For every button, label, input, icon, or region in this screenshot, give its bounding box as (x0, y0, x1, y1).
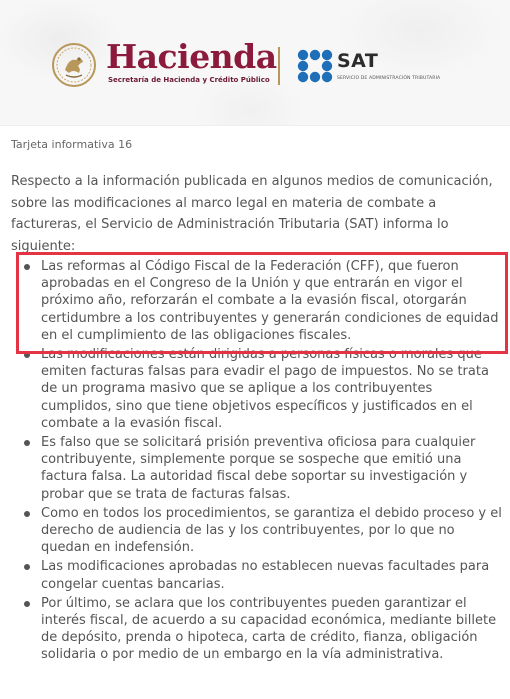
hacienda-logo-title: Hacienda (106, 37, 277, 76)
bullet-list (24, 258, 504, 666)
bullet-item: Las reformas al Código Fiscal de la Federación (CFF), que fueron aprobadas en el Congreso de la Unión y que entrarán en vigor el próximo año, reforzarán el combate a la evasión fiscal, otorgarán certidumbre a los contribuyentes y generarán condiciones de equidad en el cumplimiento de las obligaciones fiscales. (24, 258, 504, 344)
header-banner (0, 0, 510, 126)
logo-divider (278, 47, 280, 85)
bullet-item: Es falso que se solicitará prisión preventiva oficiosa para cualquier contribuyente, simplemente porque se sospeche que emitió una factura falsa. La autoridad fiscal debe soportar su investigación y probar que se trata de facturas falsas. (24, 434, 504, 503)
intro-paragraph: Respecto a la información publicada en algunos medios de comunicación, sobre las modificaciones al marco legal en materia de combate a factureras, el Servicio de Administración Tributaria (SAT) informa lo siguiente: (11, 174, 493, 254)
bullet-item: Las modificaciones aprobadas no establecen nuevas facultades para congelar cuentas bancarias. (24, 558, 504, 592)
bullet-item: Como en todos los procedimientos, se garantiza el debido proceso y el derecho de audiencia de las y los contribuyentes, por lo que no quedan en indefensión. (24, 505, 504, 557)
mexico-eagle-seal-icon (51, 42, 97, 88)
hacienda-logo-subtitle: Secretaría de Hacienda y Crédito Público (108, 76, 270, 84)
bullet-item: Por último, se aclara que los contribuyentes pueden garantizar el interés fiscal, de acuerdo a su capacidad económica, mediante billete de depósito, prenda o hipoteca, carta de crédito, fianza, obligación solidaria o por medio de un embargo en la vía administrativa. (24, 595, 504, 664)
sat-logo-subtitle: SERVICIO DE ADMINISTRACIÓN TRIBUTARIA (337, 76, 441, 81)
document-label: Tarjeta informativa 16 (11, 138, 133, 151)
sat-logo-dots-icon (296, 49, 334, 83)
sat-logo-title: SAT (337, 50, 379, 72)
bullet-item: Las modificaciones están dirigidas a personas físicas o morales que emiten facturas falsas para evadir el pago de impuestos. No se trata de un programa masivo que se aplique a los contribuyentes cumplidos, sino que tiene objetivos específicos y justificados en el combate a la evasión fiscal. (24, 346, 504, 432)
